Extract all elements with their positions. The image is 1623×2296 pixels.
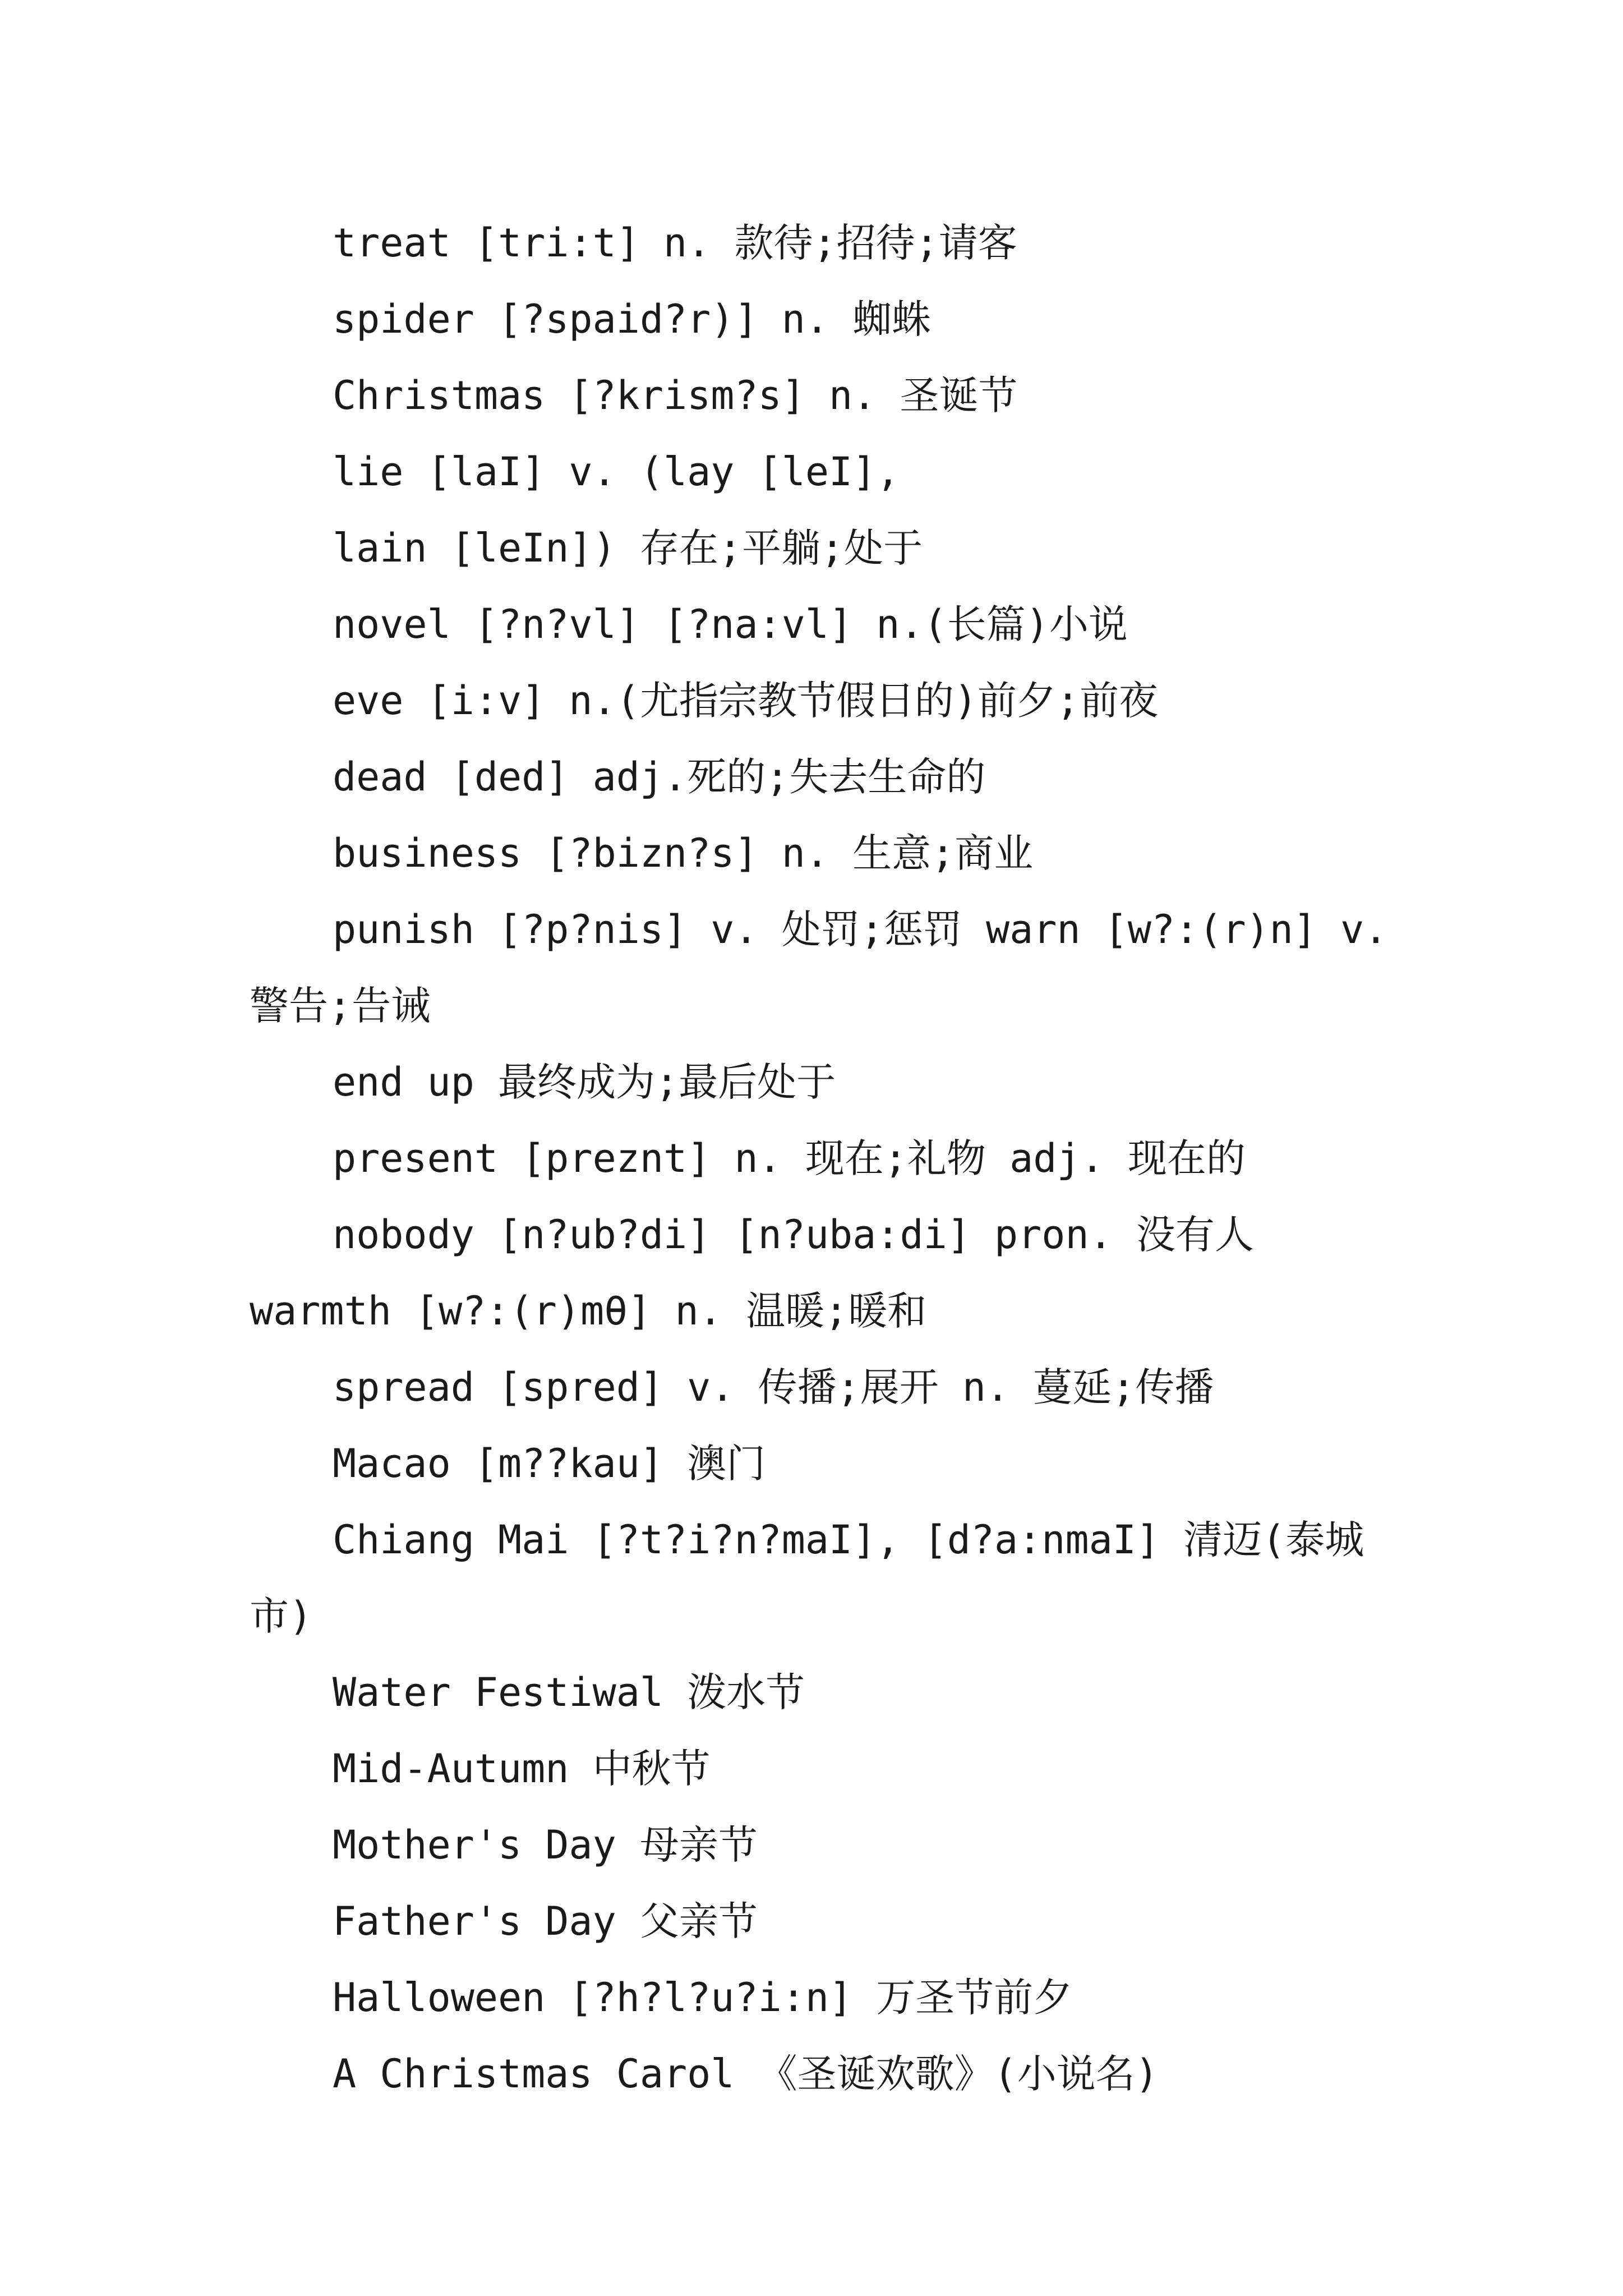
- vocab-entry: Halloween [?h?l?u?i:n] 万圣节前夕: [333, 1975, 1073, 2021]
- vocab-entry: Mother's Day 母亲节: [333, 1822, 758, 1868]
- vocab-entry: spider [?spaid?r)] n. 蜘蛛: [333, 296, 932, 342]
- vocab-entry: nobody [n?ub?di] [n?uba:di] pron. 没有人 warmth [w?:(r)mθ] n. 温暖;暖和: [250, 1212, 1278, 1334]
- vocab-entry: business [?bizn?s] n. 生意;商业: [333, 830, 1034, 876]
- vocabulary-list: [250, 205, 1416, 2112]
- vocab-entry: end up 最终成为;最后处于: [333, 1059, 836, 1105]
- vocab-entry: dead [ded] adj.死的;失去生命的: [333, 754, 986, 800]
- vocab-entry: Father's Day 父亲节: [333, 1898, 758, 1944]
- vocab-entry: treat [tri:t] n. 款待;招待;请客: [333, 220, 1017, 266]
- vocab-entry: novel [?n?vl] [?na:vl] n.(长篇)小说: [333, 601, 1128, 647]
- vocab-entry: Water Festiwal 泼水节: [333, 1669, 805, 1715]
- vocab-entry: present [preznt] n. 现在;礼物 adj. 现在的: [333, 1135, 1246, 1181]
- vocab-entry: Macao [m??kau] 澳门: [333, 1441, 766, 1487]
- vocab-entry: Chiang Mai [?t?i?n?maI], [d?a:nmaI] 清迈(泰城市): [250, 1517, 1364, 1639]
- vocab-entry: Mid-Autumn 中秋节: [333, 1746, 711, 1792]
- vocab-entry: lain [leIn]) 存在;平躺;处于: [333, 525, 923, 571]
- vocab-entry: Christmas [?krism?s] n. 圣诞节: [333, 372, 1018, 418]
- vocab-entry: punish [?p?nis] v. 处罚;惩罚 warn [w?:(r)n] v. 警告;告诫: [250, 907, 1412, 1029]
- vocab-entry: eve [i:v] n.(尤指宗教节假日的)前夕;前夜: [333, 678, 1159, 724]
- vocab-entry: spread [spred] v. 传播;展开 n. 蔓延;传播: [333, 1364, 1214, 1410]
- vocab-entry: lie [laI] v. (lay [leI],: [333, 449, 900, 495]
- vocab-entry: A Christmas Carol 《圣诞欢歌》(小说名): [333, 2051, 1159, 2097]
